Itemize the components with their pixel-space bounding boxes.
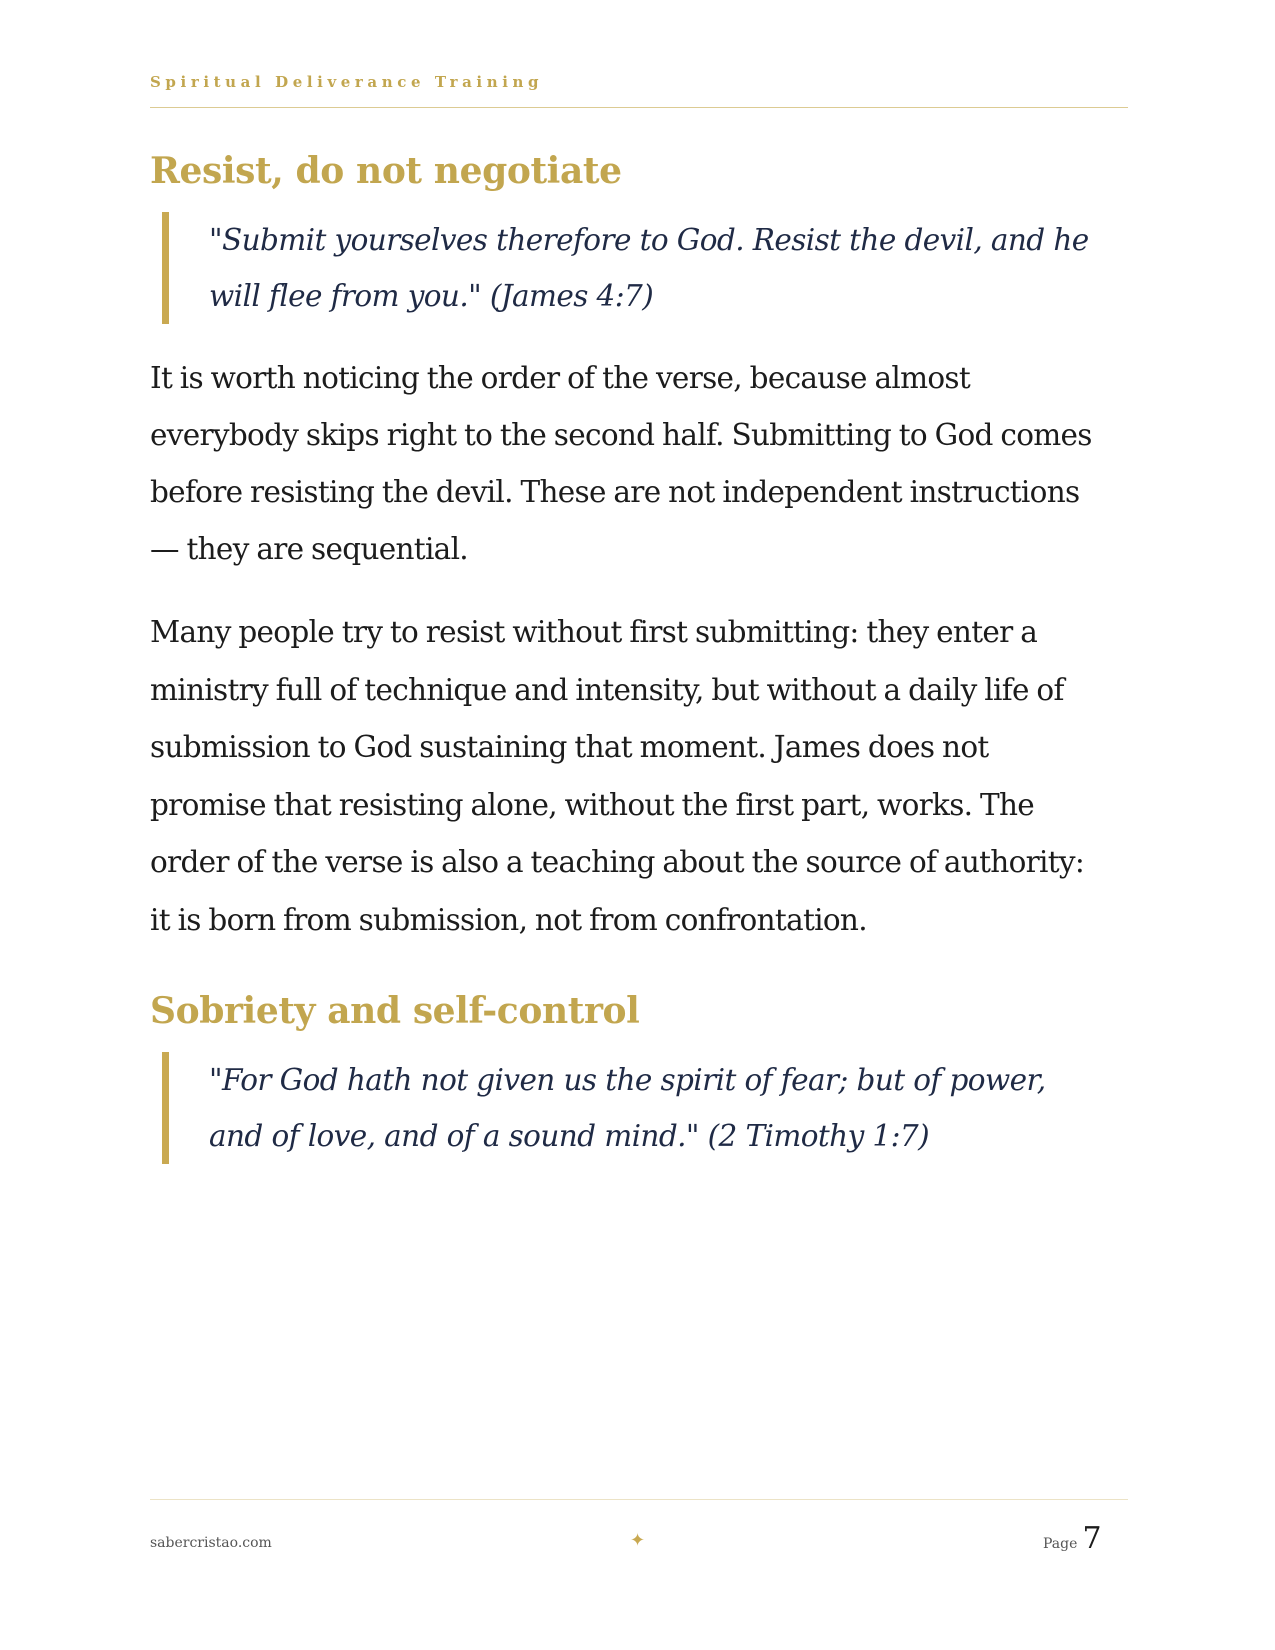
scripture-quote-timothy — [162, 1052, 1109, 1164]
running-title: Spiritual Deliverance Training — [150, 73, 544, 91]
scripture-quote-james — [162, 212, 1109, 324]
paragraph-resist-without-submitting — [150, 604, 1130, 949]
star-ornament-icon: ✦ — [630, 1530, 646, 1551]
footer-divider — [150, 1499, 1128, 1500]
paragraph-line: It is worth noticing the order of the verse, because almost — [150, 361, 971, 395]
paragraph-line: it is born from submission, not from confrontation. — [150, 902, 867, 937]
footer-site: sabercristao.com — [150, 1535, 272, 1551]
paragraph-line: before resisting the devil. These are not independent instructions — [150, 475, 1080, 509]
page-number-value: 7 — [1082, 1521, 1102, 1556]
header-divider — [150, 107, 1128, 108]
page-number — [1043, 1521, 1102, 1556]
section-heading-resist: Resist, do not negotiate — [150, 150, 622, 192]
paragraph-line: order of the verse is also a teaching about the source of authority: — [150, 845, 1085, 879]
paragraph-line: submission to God sustaining that moment. James does not — [150, 730, 989, 764]
section-heading-sobriety: Sobriety and self-control — [150, 990, 640, 1032]
page-header — [150, 72, 1125, 92]
page-content — [150, 140, 1130, 1164]
quote-line: will flee from you." (James 4:7) — [209, 279, 654, 313]
page-label: Page — [1043, 1536, 1078, 1552]
paragraph-line: Many people try to resist without first submitting: they enter a — [150, 615, 1038, 649]
quote-line: and of love, and of a sound mind." (2 Timothy 1:7) — [209, 1119, 930, 1153]
paragraph-line: ministry full of technique and intensity, but without a daily life of — [150, 672, 1064, 707]
paragraph-line: — they are sequential. — [150, 532, 468, 566]
paragraph-order-of-verse — [150, 350, 1130, 578]
paragraph-line: promise that resisting alone, without the first part, works. The — [150, 787, 1035, 822]
quote-line: "For God hath not given us the spirit of fear; but of power, — [209, 1063, 1046, 1097]
paragraph-line: everybody skips right to the second half. Submitting to God comes — [150, 418, 1092, 452]
quote-line: "Submit yourselves therefore to God. Resist the devil, and he — [209, 223, 1089, 257]
